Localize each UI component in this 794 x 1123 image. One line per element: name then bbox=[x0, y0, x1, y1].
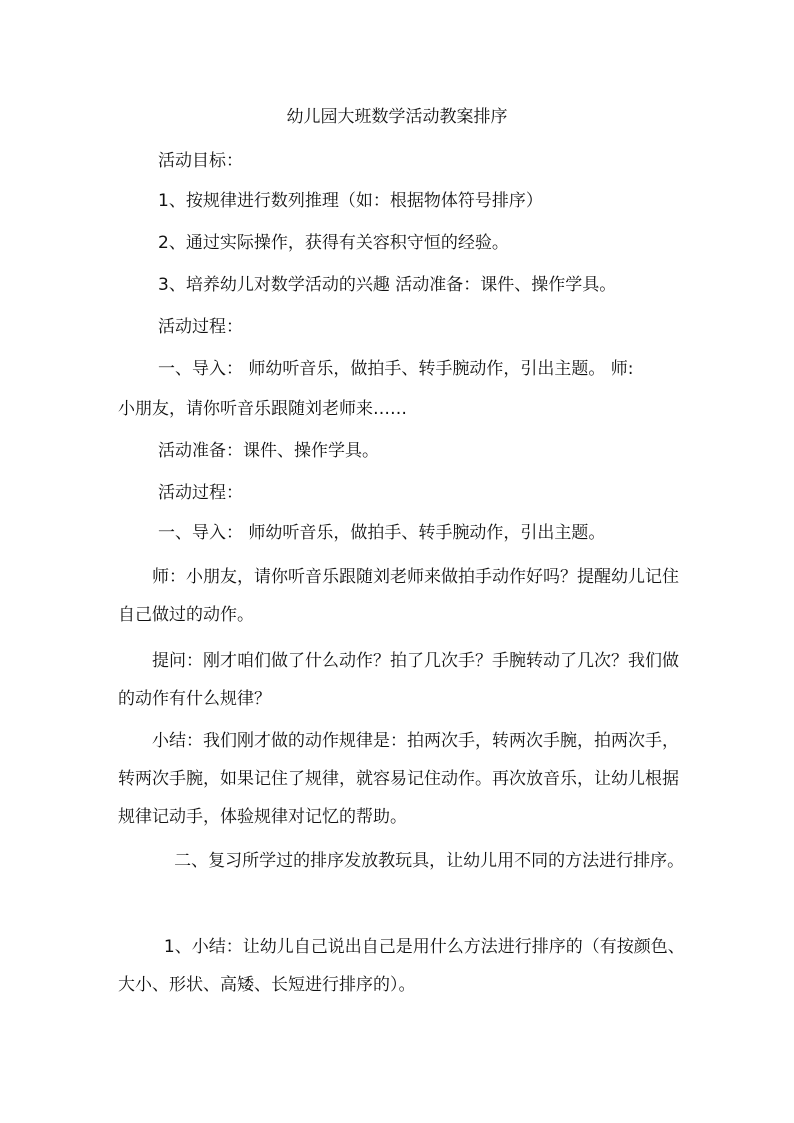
document-title: 幼儿园大班数学活动教案排序 bbox=[286, 107, 508, 127]
teacher-prompt-paragraph: 师：小朋友，请你听音乐跟随刘老师来做拍手动作好吗？提醒幼儿记住自己做过的动作。 bbox=[118, 567, 679, 625]
part-2-summary-paragraph: 1、小结：让幼儿自己说出自己是用什么方法进行排序的（有按颜色、大小、形状、高矮、长短进行排序的）。 bbox=[118, 937, 685, 995]
goal-item-3: 3、培养幼儿对数学活动的兴趣 活动准备：课件、操作学具。 bbox=[158, 275, 617, 295]
intro-line-2: 小朋友，请你听音乐跟随刘老师来…… bbox=[118, 399, 407, 419]
goals-heading: 活动目标： bbox=[158, 151, 243, 171]
process-heading-2: 活动过程： bbox=[158, 483, 243, 503]
question-paragraph: 提问：刚才咱们做了什么动作？拍了几次手？手腕转动了几次？我们做的动作有什么规律？ bbox=[118, 651, 679, 709]
intro-line-1: 一、导入： 师幼听音乐，做拍手、转手腕动作，引出主题。 师: bbox=[158, 359, 634, 379]
part-2-paragraph: 二、复习所学过的排序发放教玩具，让幼儿用不同的方法进行排序。 bbox=[174, 851, 685, 871]
summary-paragraph: 小结：我们刚才做的动作规律是：拍两次手，转两次手腕，拍两次手，转两次手腕，如果记住了规律，就容易记住动作。再次放音乐，让幼儿根据规律记动手，体验规律对记忆的帮助。 bbox=[118, 731, 679, 827]
preparation-line: 活动准备：课件、操作学具。 bbox=[158, 441, 379, 461]
goal-item-1: 1、按规律进行数列推理（如：根据物体符号排序） bbox=[158, 191, 543, 211]
process-heading: 活动过程： bbox=[158, 317, 243, 337]
intro-2-line: 一、导入： 师幼听音乐，做拍手、转手腕动作，引出主题。 bbox=[158, 523, 606, 543]
goal-item-2: 2、通过实际操作，获得有关容积守恒的经验。 bbox=[158, 233, 509, 253]
